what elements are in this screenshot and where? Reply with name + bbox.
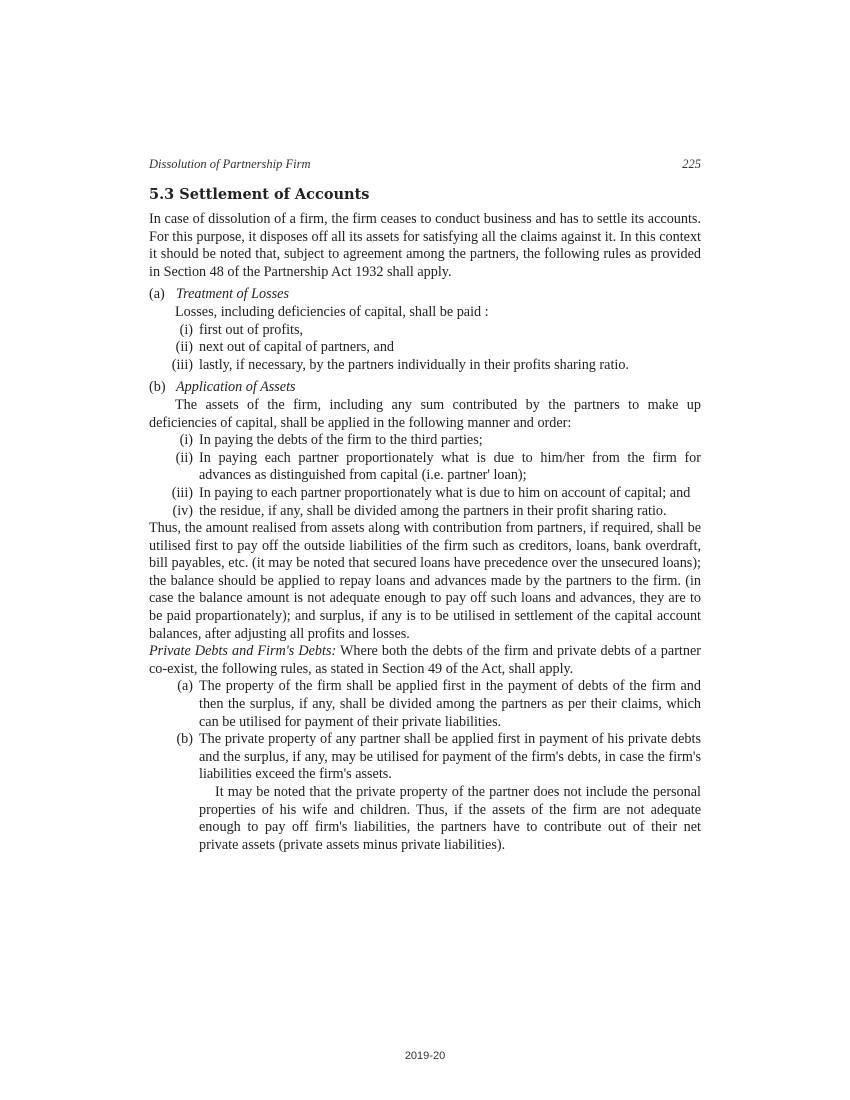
item-number: (ii) <box>175 339 193 356</box>
list-item <box>149 339 701 357</box>
item-number: (ii) <box>175 449 193 466</box>
rule-b-heading <box>149 379 701 397</box>
rule-a-lead: Losses, including deficiencies of capital, shall be paid : <box>175 303 489 320</box>
private-debts-paragraph <box>149 643 701 678</box>
main-content <box>149 185 701 854</box>
rule-a-list <box>149 322 701 375</box>
item-text: The property of the firm shall be applied first in the payment of debts of the firm and then the surplus, if any, shall be divided among the partners as per their claims, which can be utilised for payment of their private liabilities. <box>199 678 701 730</box>
list-item <box>149 503 701 521</box>
item-text: The private property of any partner shall be applied first in payment of his private debts and the surplus, if any, may be utilised for payment of the firm's debts, in case the firm's liabilities exceed the firm's assets. <box>199 731 701 783</box>
intro-paragraph: In case of dissolution of a firm, the firm ceases to conduct business and has to settle its accounts. For this purpose, it disposes off all its assets for satisfying all the claims against it. In this context it should be noted that, subject to agreement among the partners, the following rules as provided in Section 48 of the Partnership Act 1932 shall apply. <box>149 211 701 280</box>
rule-a <box>149 286 701 374</box>
list-item <box>149 678 701 731</box>
chapter-title: Dissolution of Partnership Firm <box>149 157 311 171</box>
rule-a-label: (a) <box>149 286 165 303</box>
list-item <box>149 357 701 375</box>
rule-b-list <box>149 432 701 520</box>
item-number: (iv) <box>172 502 193 519</box>
item-number: (a) <box>177 678 193 695</box>
item-number: (i) <box>179 432 193 449</box>
rule-b-title: Application of Assets <box>176 379 296 396</box>
summary-paragraph: Thus, the amount realised from assets along with contribution from partners, if required, shall be utilised first to pay off the outside liabilities of the firm such as creditors, loans, bank overdraft, bill payables, etc. (it may be noted that secured loans have precedence over the unsecured loans); the balance should be applied to repay loans and advances made by the partners to the firm. (in case the balance amount is not adequate enough to pay off such loans and advances, they are to be paid propartionately); and surplus, if any is to be utilised in settlement of the capital account balances, after adjusting all profits and losses. <box>149 520 701 642</box>
item-text: In paying to each partner proportionately what is due to him on account of capital; and <box>199 484 691 501</box>
item-number: (iii) <box>171 356 193 373</box>
item-text: In paying each partner proportionately what is due to him/her from the firm for advances as distinguished from capital (i.e. partner' loan); <box>199 449 701 484</box>
section-heading: 5.3 Settlement of Accounts <box>149 186 370 203</box>
private-debts-title: Private Debts and Firm's Debts: <box>149 643 337 660</box>
private-property-note: It may be noted that the private property of the partner does not include the personal properties of his wife and children. Thus, if the assets of the firm are not adequate enough to pay off firm's liabilities, the partners have to contribute out of their net private assets (private assets minus private liabilities). <box>199 784 701 853</box>
private-debts-list <box>149 678 701 784</box>
rule-b-lead: The assets of the firm, including any sum contributed by the partners to make up deficiencies of capital, shall be applied in the following manner and order: <box>149 396 701 431</box>
item-text: In paying the debts of the firm to the third parties; <box>199 432 483 449</box>
list-item <box>149 450 701 485</box>
footer-year: 2019-20 <box>404 1050 446 1062</box>
rule-b-label: (b) <box>149 379 166 396</box>
private-debts-lead: Where both the debts of the firm and private debts of a partner co-exist, the following rules, as stated in Section 49 of the Act, shall apply. <box>149 643 701 677</box>
item-text: the residue, if any, shall be divided among the partners in their profit sharing ratio. <box>199 502 667 519</box>
item-number: (iii) <box>171 484 193 501</box>
rule-a-heading <box>149 286 701 304</box>
list-item <box>149 485 701 503</box>
item-text: first out of profits, <box>199 321 304 338</box>
item-number: (b) <box>176 731 193 748</box>
item-text: lastly, if necessary, by the partners individually in their profits sharing ratio. <box>199 356 629 373</box>
list-item <box>149 322 701 340</box>
list-item <box>149 731 701 784</box>
item-number: (i) <box>179 321 193 338</box>
rule-a-title: Treatment of Losses <box>176 286 289 303</box>
page-number: 225 <box>682 157 701 171</box>
item-text: next out of capital of partners, and <box>199 339 395 356</box>
running-header <box>149 157 701 172</box>
rule-b <box>149 379 701 520</box>
list-item <box>149 432 701 450</box>
